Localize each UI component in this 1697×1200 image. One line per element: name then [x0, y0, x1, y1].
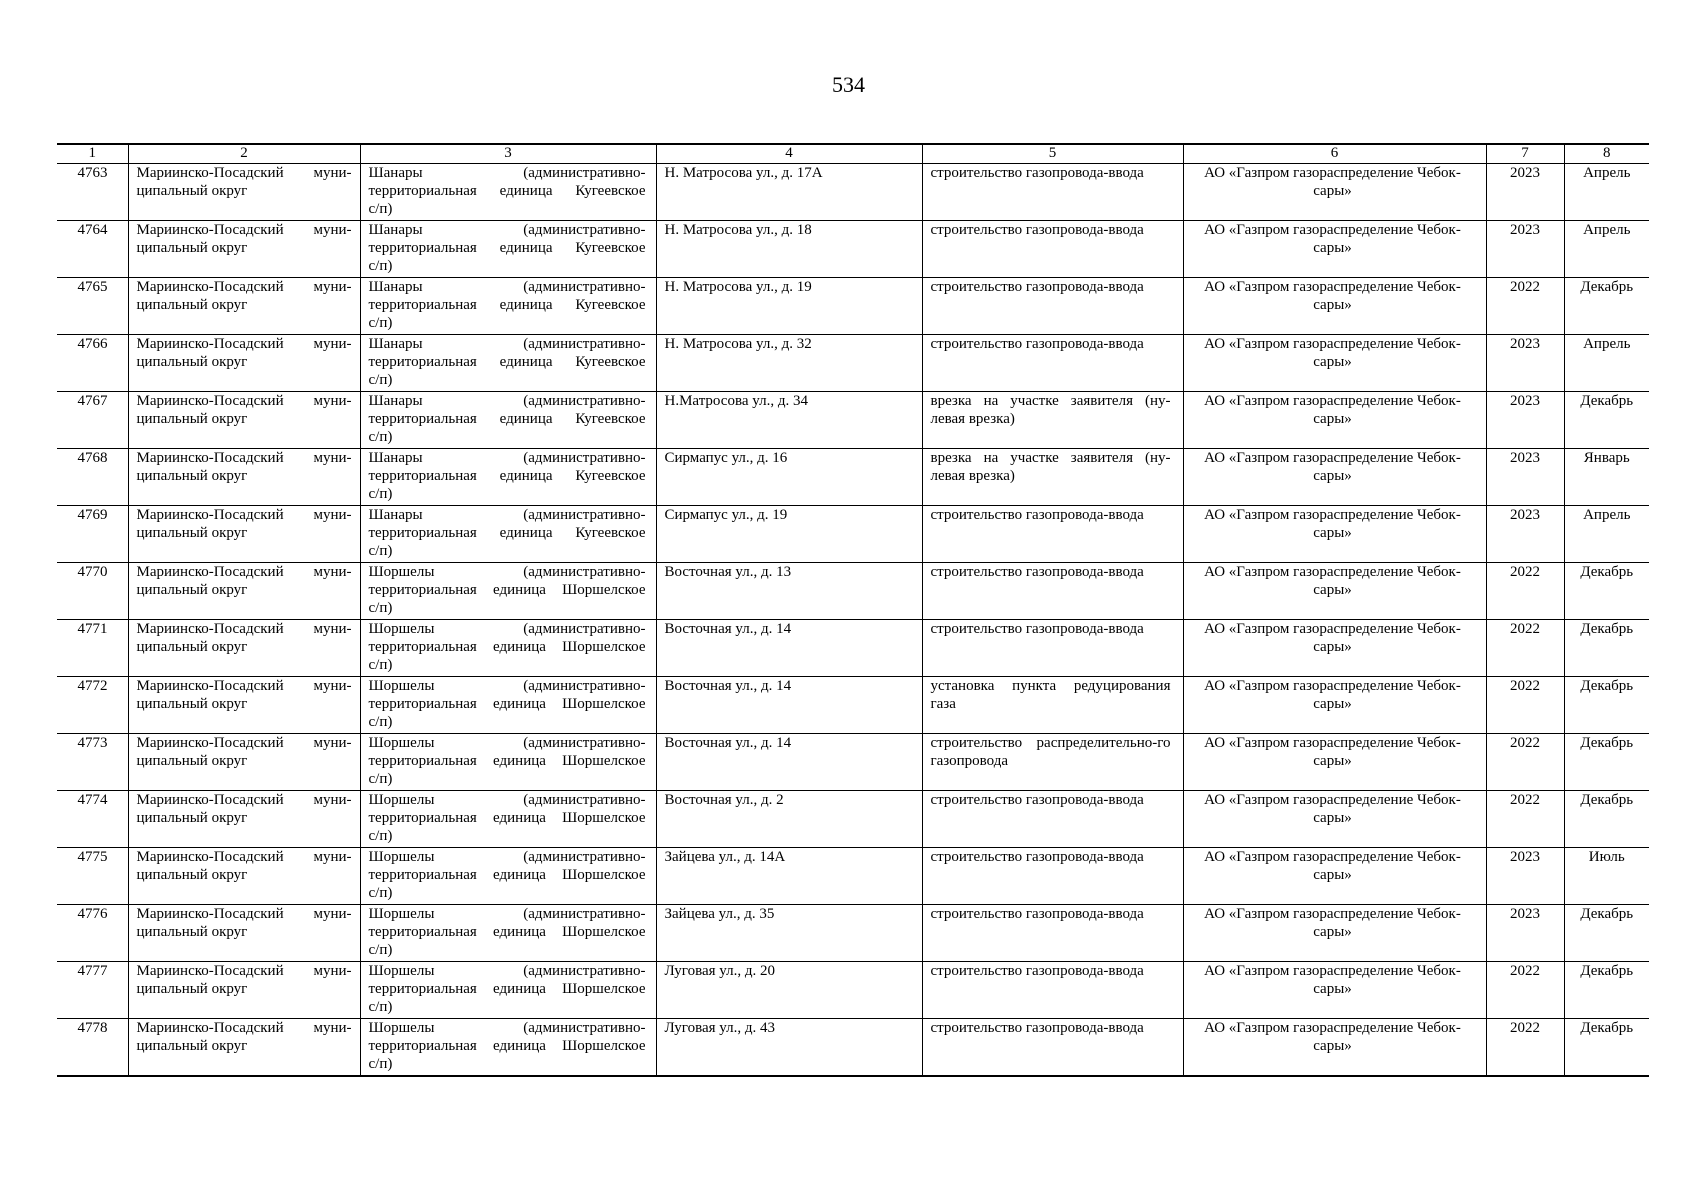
table-row — [57, 905, 1649, 962]
organization-line-1: АО «Газпром газораспределение Чебок- — [1204, 336, 1461, 352]
month-cell: Апрель — [1564, 506, 1649, 563]
organization-line-1: АО «Газпром газораспределение Чебок- — [1204, 906, 1461, 922]
district-line-1: Мариинско-Посадский муни- — [136, 393, 352, 409]
district-line-2: ципальный округ — [136, 183, 248, 199]
year-cell: 2022 — [1486, 563, 1564, 620]
district-line-2: ципальный округ — [136, 411, 248, 427]
organization-line-2: сары» — [1313, 810, 1352, 826]
column-header: 7 — [1486, 144, 1564, 164]
organization-cell — [1183, 449, 1486, 506]
row-number: 4765 — [57, 278, 128, 335]
organization-line-2: сары» — [1313, 582, 1352, 598]
year-cell: 2022 — [1486, 962, 1564, 1019]
row-number: 4771 — [57, 620, 128, 677]
settlement-line-2: территориальная единица Кугеевское — [368, 468, 646, 484]
settlement-paren: (административно- — [523, 621, 646, 637]
settlement-paren: (административно- — [523, 849, 646, 865]
organization-cell — [1183, 905, 1486, 962]
settlement-paren: (административно- — [523, 906, 646, 922]
settlement-name: Шанары — [368, 507, 423, 523]
settlement-name: Шоршелы — [368, 735, 435, 751]
district-cell — [128, 164, 360, 221]
address-cell: Восточная ул., д. 14 — [656, 734, 922, 791]
year-cell: 2022 — [1486, 1019, 1564, 1077]
settlement-paren: (административно- — [523, 1020, 646, 1036]
table-row — [57, 335, 1649, 392]
address-cell: Восточная ул., д. 2 — [656, 791, 922, 848]
settlement-line-3: с/п) — [368, 600, 393, 616]
year-cell: 2023 — [1486, 905, 1564, 962]
district-line-2: ципальный округ — [136, 753, 248, 769]
settlement-line-2: территориальная единица Шоршелское — [368, 924, 646, 940]
work-type-cell: строительство газопровода-ввода — [922, 221, 1183, 278]
settlement-line-2: территориальная единица Шоршелское — [368, 582, 646, 598]
settlement-name: Шоршелы — [368, 564, 435, 580]
settlement-line-2: территориальная единица Кугеевское — [368, 240, 646, 256]
settlement-name: Шоршелы — [368, 906, 435, 922]
organization-line-1: АО «Газпром газораспределение Чебок- — [1204, 678, 1461, 694]
table-row — [57, 848, 1649, 905]
month-cell: Январь — [1564, 449, 1649, 506]
month-cell: Декабрь — [1564, 563, 1649, 620]
district-line-1: Мариинско-Посадский муни- — [136, 678, 352, 694]
row-number: 4769 — [57, 506, 128, 563]
district-line-2: ципальный округ — [136, 867, 248, 883]
work-type-cell: строительство газопровода-ввода — [922, 506, 1183, 563]
column-header: 6 — [1183, 144, 1486, 164]
district-cell — [128, 563, 360, 620]
organization-line-1: АО «Газпром газораспределение Чебок- — [1204, 507, 1461, 523]
organization-line-1: АО «Газпром газораспределение Чебок- — [1204, 222, 1461, 238]
district-line-2: ципальный округ — [136, 240, 248, 256]
table-row — [57, 278, 1649, 335]
settlement-paren: (административно- — [523, 393, 646, 409]
month-cell: Декабрь — [1564, 677, 1649, 734]
address-cell: Луговая ул., д. 20 — [656, 962, 922, 1019]
work-type-cell: врезка на участке заявителя (ну-левая врезка) — [922, 449, 1183, 506]
month-cell: Апрель — [1564, 164, 1649, 221]
month-cell: Декабрь — [1564, 392, 1649, 449]
settlement-cell — [360, 449, 656, 506]
organization-cell — [1183, 962, 1486, 1019]
district-cell — [128, 677, 360, 734]
organization-cell — [1183, 392, 1486, 449]
year-cell: 2022 — [1486, 677, 1564, 734]
column-header: 4 — [656, 144, 922, 164]
organization-line-2: сары» — [1313, 183, 1352, 199]
organization-line-1: АО «Газпром газораспределение Чебок- — [1204, 621, 1461, 637]
row-number: 4768 — [57, 449, 128, 506]
address-cell: Н. Матросова ул., д. 32 — [656, 335, 922, 392]
settlement-line-3: с/п) — [368, 828, 393, 844]
settlement-line-3: с/п) — [368, 315, 393, 331]
settlement-line-2: территориальная единица Шоршелское — [368, 981, 646, 997]
settlement-line-2: территориальная единица Кугеевское — [368, 411, 646, 427]
work-type-cell: строительство газопровода-ввода — [922, 278, 1183, 335]
settlement-cell — [360, 962, 656, 1019]
page-number: 534 — [832, 72, 865, 97]
work-type-cell: строительство распределительно-го газопровода — [922, 734, 1183, 791]
address-cell: Восточная ул., д. 14 — [656, 677, 922, 734]
settlement-cell — [360, 221, 656, 278]
settlement-paren: (административно- — [523, 792, 646, 808]
organization-line-1: АО «Газпром газораспределение Чебок- — [1204, 792, 1461, 808]
row-number: 4776 — [57, 905, 128, 962]
work-type-cell: строительство газопровода-ввода — [922, 620, 1183, 677]
settlement-line-3: с/п) — [368, 885, 393, 901]
settlement-cell — [360, 1019, 656, 1077]
year-cell: 2023 — [1486, 848, 1564, 905]
organization-line-1: АО «Газпром газораспределение Чебок- — [1204, 849, 1461, 865]
organization-line-2: сары» — [1313, 468, 1352, 484]
organization-cell — [1183, 1019, 1486, 1077]
organization-line-1: АО «Газпром газораспределение Чебок- — [1204, 393, 1461, 409]
settlement-line-3: с/п) — [368, 486, 393, 502]
organization-line-1: АО «Газпром газораспределение Чебок- — [1204, 450, 1461, 466]
settlement-cell — [360, 506, 656, 563]
district-line-2: ципальный округ — [136, 354, 248, 370]
address-cell: Н.Матросова ул., д. 34 — [656, 392, 922, 449]
district-line-1: Мариинско-Посадский муни- — [136, 450, 352, 466]
organization-cell — [1183, 791, 1486, 848]
district-cell — [128, 392, 360, 449]
settlement-name: Шоршелы — [368, 963, 435, 979]
organization-cell — [1183, 677, 1486, 734]
settlement-paren: (административно- — [523, 735, 646, 751]
district-cell — [128, 905, 360, 962]
settlement-paren: (административно- — [523, 336, 646, 352]
row-number: 4778 — [57, 1019, 128, 1077]
settlement-paren: (административно- — [523, 279, 646, 295]
district-cell — [128, 221, 360, 278]
settlement-paren: (административно- — [523, 450, 646, 466]
district-cell — [128, 791, 360, 848]
month-cell: Декабрь — [1564, 962, 1649, 1019]
table-row — [57, 392, 1649, 449]
organization-line-2: сары» — [1313, 411, 1352, 427]
organization-line-2: сары» — [1313, 525, 1352, 541]
work-type-cell: строительство газопровода-ввода — [922, 164, 1183, 221]
district-cell — [128, 734, 360, 791]
year-cell: 2023 — [1486, 449, 1564, 506]
month-cell: Декабрь — [1564, 905, 1649, 962]
column-header: 3 — [360, 144, 656, 164]
settlement-cell — [360, 335, 656, 392]
column-number-header-row — [57, 144, 1649, 164]
district-line-1: Мариинско-Посадский муни- — [136, 849, 352, 865]
district-line-2: ципальный округ — [136, 1038, 248, 1054]
settlement-name: Шанары — [368, 165, 423, 181]
settlement-cell — [360, 563, 656, 620]
settlement-paren: (административно- — [523, 222, 646, 238]
settlement-name: Шанары — [368, 279, 423, 295]
settlement-line-2: территориальная единица Кугеевское — [368, 183, 646, 199]
month-cell: Декабрь — [1564, 620, 1649, 677]
month-cell: Апрель — [1564, 221, 1649, 278]
district-line-1: Мариинско-Посадский муни- — [136, 165, 352, 181]
settlement-line-3: с/п) — [368, 372, 393, 388]
month-cell: Апрель — [1564, 335, 1649, 392]
settlement-line-2: территориальная единица Шоршелское — [368, 753, 646, 769]
settlement-cell — [360, 734, 656, 791]
district-cell — [128, 848, 360, 905]
row-number: 4766 — [57, 335, 128, 392]
settlement-cell — [360, 791, 656, 848]
settlement-paren: (административно- — [523, 165, 646, 181]
district-line-2: ципальный округ — [136, 582, 248, 598]
table-row — [57, 1019, 1649, 1077]
district-cell — [128, 278, 360, 335]
address-cell: Сирмапус ул., д. 19 — [656, 506, 922, 563]
district-line-2: ципальный округ — [136, 696, 248, 712]
column-header: 1 — [57, 144, 128, 164]
settlement-line-3: с/п) — [368, 942, 393, 958]
work-type-cell: установка пункта редуцирования газа — [922, 677, 1183, 734]
district-line-1: Мариинско-Посадский муни- — [136, 222, 352, 238]
district-line-1: Мариинско-Посадский муни- — [136, 906, 352, 922]
organization-line-1: АО «Газпром газораспределение Чебок- — [1204, 165, 1461, 181]
district-line-2: ципальный округ — [136, 297, 248, 313]
month-cell: Декабрь — [1564, 278, 1649, 335]
organization-line-2: сары» — [1313, 297, 1352, 313]
organization-line-1: АО «Газпром газораспределение Чебок- — [1204, 735, 1461, 751]
year-cell: 2022 — [1486, 620, 1564, 677]
district-line-2: ципальный округ — [136, 639, 248, 655]
settlement-name: Шоршелы — [368, 792, 435, 808]
table-row — [57, 620, 1649, 677]
settlement-name: Шоршелы — [368, 678, 435, 694]
district-cell — [128, 962, 360, 1019]
settlement-name: Шанары — [368, 450, 423, 466]
organization-line-2: сары» — [1313, 1038, 1352, 1054]
month-cell: Декабрь — [1564, 734, 1649, 791]
table-row — [57, 563, 1649, 620]
district-cell — [128, 506, 360, 563]
table-row — [57, 221, 1649, 278]
work-type-cell: строительство газопровода-ввода — [922, 905, 1183, 962]
organization-line-2: сары» — [1313, 240, 1352, 256]
year-cell: 2022 — [1486, 791, 1564, 848]
settlement-line-2: территориальная единица Шоршелское — [368, 1038, 646, 1054]
address-cell: Сирмапус ул., д. 16 — [656, 449, 922, 506]
table-body — [57, 144, 1649, 1076]
table-row — [57, 677, 1649, 734]
gasification-table — [57, 143, 1649, 1077]
settlement-paren: (административно- — [523, 678, 646, 694]
month-cell: Декабрь — [1564, 791, 1649, 848]
organization-line-1: АО «Газпром газораспределение Чебок- — [1204, 564, 1461, 580]
settlement-cell — [360, 392, 656, 449]
district-line-1: Мариинско-Посадский муни- — [136, 621, 352, 637]
row-number: 4777 — [57, 962, 128, 1019]
district-line-1: Мариинско-Посадский муни- — [136, 564, 352, 580]
settlement-line-3: с/п) — [368, 771, 393, 787]
district-cell — [128, 335, 360, 392]
settlement-line-2: территориальная единица Шоршелское — [368, 810, 646, 826]
year-cell: 2023 — [1486, 392, 1564, 449]
organization-cell — [1183, 734, 1486, 791]
district-line-2: ципальный округ — [136, 468, 248, 484]
organization-cell — [1183, 620, 1486, 677]
settlement-name: Шоршелы — [368, 621, 435, 637]
column-header: 5 — [922, 144, 1183, 164]
settlement-cell — [360, 905, 656, 962]
organization-line-1: АО «Газпром газораспределение Чебок- — [1204, 279, 1461, 295]
settlement-name: Шанары — [368, 222, 423, 238]
settlement-paren: (административно- — [523, 564, 646, 580]
row-number: 4767 — [57, 392, 128, 449]
district-line-2: ципальный округ — [136, 924, 248, 940]
district-line-1: Мариинско-Посадский муни- — [136, 963, 352, 979]
organization-cell — [1183, 278, 1486, 335]
month-cell: Декабрь — [1564, 1019, 1649, 1077]
address-cell: Зайцева ул., д. 35 — [656, 905, 922, 962]
settlement-line-2: территориальная единица Шоршелское — [368, 639, 646, 655]
settlement-line-3: с/п) — [368, 543, 393, 559]
settlement-cell — [360, 677, 656, 734]
organization-line-2: сары» — [1313, 696, 1352, 712]
organization-cell — [1183, 164, 1486, 221]
district-line-1: Мариинско-Посадский муни- — [136, 507, 352, 523]
organization-cell — [1183, 563, 1486, 620]
row-number: 4773 — [57, 734, 128, 791]
district-line-1: Мариинско-Посадский муни- — [136, 279, 352, 295]
organization-line-2: сары» — [1313, 753, 1352, 769]
year-cell: 2022 — [1486, 278, 1564, 335]
settlement-line-2: территориальная единица Шоршелское — [368, 696, 646, 712]
address-cell: Восточная ул., д. 13 — [656, 563, 922, 620]
table-row — [57, 734, 1649, 791]
row-number: 4774 — [57, 791, 128, 848]
table-row — [57, 962, 1649, 1019]
settlement-line-3: с/п) — [368, 201, 393, 217]
settlement-cell — [360, 620, 656, 677]
row-number: 4772 — [57, 677, 128, 734]
settlement-name: Шанары — [368, 336, 423, 352]
district-line-1: Мариинско-Посадский муни- — [136, 1020, 352, 1036]
year-cell: 2022 — [1486, 734, 1564, 791]
settlement-name: Шоршелы — [368, 1020, 435, 1036]
organization-line-2: сары» — [1313, 924, 1352, 940]
district-cell — [128, 449, 360, 506]
column-header: 8 — [1564, 144, 1649, 164]
organization-cell — [1183, 335, 1486, 392]
work-type-cell: строительство газопровода-ввода — [922, 563, 1183, 620]
address-cell: Восточная ул., д. 14 — [656, 620, 922, 677]
organization-line-2: сары» — [1313, 354, 1352, 370]
settlement-line-3: с/п) — [368, 429, 393, 445]
table-row — [57, 791, 1649, 848]
district-line-1: Мариинско-Посадский муни- — [136, 336, 352, 352]
settlement-line-3: с/п) — [368, 258, 393, 274]
year-cell: 2023 — [1486, 506, 1564, 563]
settlement-paren: (административно- — [523, 507, 646, 523]
month-cell: Июль — [1564, 848, 1649, 905]
organization-cell — [1183, 506, 1486, 563]
year-cell: 2023 — [1486, 221, 1564, 278]
work-type-cell: врезка на участке заявителя (ну-левая врезка) — [922, 392, 1183, 449]
row-number: 4763 — [57, 164, 128, 221]
district-cell — [128, 620, 360, 677]
address-cell: Н. Матросова ул., д. 19 — [656, 278, 922, 335]
row-number: 4770 — [57, 563, 128, 620]
address-cell: Луговая ул., д. 43 — [656, 1019, 922, 1077]
settlement-cell — [360, 164, 656, 221]
settlement-line-2: территориальная единица Шоршелское — [368, 867, 646, 883]
organization-line-2: сары» — [1313, 639, 1352, 655]
address-cell: Н. Матросова ул., д. 17А — [656, 164, 922, 221]
address-cell: Зайцева ул., д. 14А — [656, 848, 922, 905]
organization-cell — [1183, 221, 1486, 278]
settlement-line-3: с/п) — [368, 1056, 393, 1072]
year-cell: 2023 — [1486, 164, 1564, 221]
row-number: 4775 — [57, 848, 128, 905]
table-row — [57, 164, 1649, 221]
district-line-1: Мариинско-Посадский муни- — [136, 735, 352, 751]
settlement-cell — [360, 848, 656, 905]
settlement-line-2: территориальная единица Кугеевское — [368, 525, 646, 541]
work-type-cell: строительство газопровода-ввода — [922, 791, 1183, 848]
district-line-2: ципальный округ — [136, 525, 248, 541]
settlement-name: Шоршелы — [368, 849, 435, 865]
year-cell: 2023 — [1486, 335, 1564, 392]
table-row — [57, 449, 1649, 506]
organization-line-2: сары» — [1313, 981, 1352, 997]
work-type-cell: строительство газопровода-ввода — [922, 1019, 1183, 1077]
settlement-line-2: территориальная единица Кугеевское — [368, 297, 646, 313]
work-type-cell: строительство газопровода-ввода — [922, 848, 1183, 905]
organization-line-1: АО «Газпром газораспределение Чебок- — [1204, 1020, 1461, 1036]
table-row — [57, 506, 1649, 563]
organization-cell — [1183, 848, 1486, 905]
district-line-1: Мариинско-Посадский муни- — [136, 792, 352, 808]
settlement-line-3: с/п) — [368, 714, 393, 730]
organization-line-1: АО «Газпром газораспределение Чебок- — [1204, 963, 1461, 979]
work-type-cell: строительство газопровода-ввода — [922, 335, 1183, 392]
row-number: 4764 — [57, 221, 128, 278]
settlement-line-3: с/п) — [368, 657, 393, 673]
district-line-2: ципальный округ — [136, 810, 248, 826]
work-type-cell: строительство газопровода-ввода — [922, 962, 1183, 1019]
settlement-name: Шанары — [368, 393, 423, 409]
settlement-line-2: территориальная единица Кугеевское — [368, 354, 646, 370]
column-header: 2 — [128, 144, 360, 164]
settlement-cell — [360, 278, 656, 335]
settlement-paren: (административно- — [523, 963, 646, 979]
district-cell — [128, 1019, 360, 1077]
district-line-2: ципальный округ — [136, 981, 248, 997]
organization-line-2: сары» — [1313, 867, 1352, 883]
settlement-line-3: с/п) — [368, 999, 393, 1015]
address-cell: Н. Матросова ул., д. 18 — [656, 221, 922, 278]
